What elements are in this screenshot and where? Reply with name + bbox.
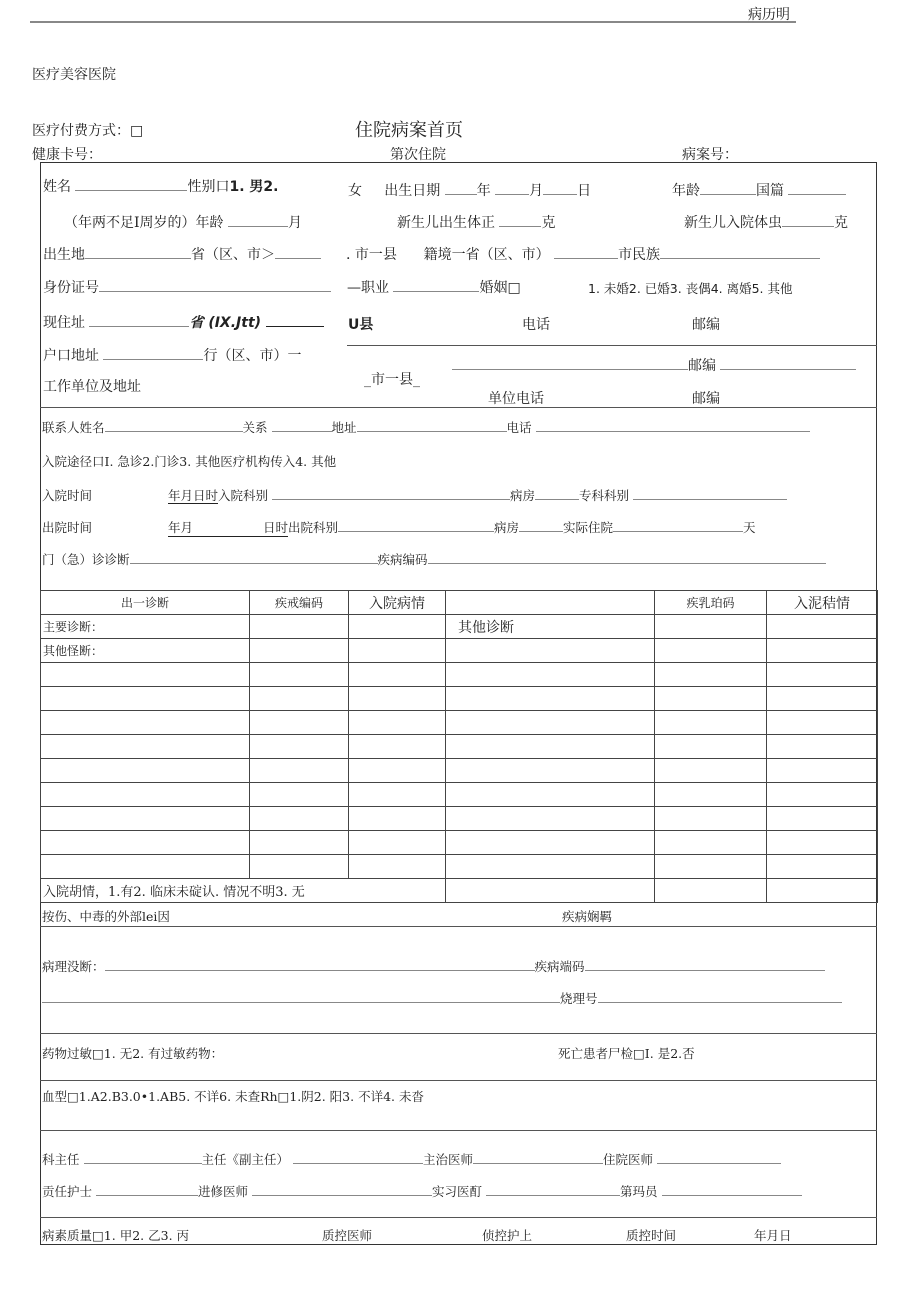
- qc-doctor-label: 质控医师: [322, 1228, 373, 1243]
- table-row: [41, 855, 878, 879]
- id-number-field[interactable]: [99, 279, 331, 292]
- table-row: [41, 807, 878, 831]
- marital-options: 1. 未婚2. 已婚3. 丧偶4. 离婚5. 其他: [588, 281, 793, 296]
- section-divider: [40, 1080, 877, 1081]
- native-row: . 市一县 籍境一省（区、市） 市民族: [346, 244, 820, 264]
- table-cell[interactable]: [767, 831, 878, 855]
- table-row: [41, 663, 878, 687]
- table-cell[interactable]: [41, 663, 250, 687]
- current-county: U县: [348, 317, 374, 333]
- work-phone-label: 单位电话: [488, 391, 544, 407]
- table-cell[interactable]: [655, 855, 767, 879]
- length-of-stay-field[interactable]: [613, 519, 743, 532]
- current-postcode-label: 邮编: [692, 317, 720, 333]
- occupation-row: —职业 婚姻□: [347, 280, 521, 296]
- diagnosis-table: [40, 590, 878, 903]
- household-street-field[interactable]: [452, 357, 688, 370]
- table-cell[interactable]: [767, 663, 878, 687]
- birthplace-row: 出生地 省（区、市＞: [43, 244, 321, 264]
- admission-condition-legend: 入院胡情，1.有2. 临床未碇认. 情况不明3. 无: [41, 879, 446, 903]
- pathology-number-row: 烧理号: [42, 989, 842, 1007]
- work-unit-label: 工作单位及地址: [43, 379, 141, 395]
- birthplace-city-field[interactable]: [275, 246, 321, 259]
- section-divider: [40, 926, 877, 927]
- signature-row-1: 科主任 主任《副主任） 主治医师 住院医师: [42, 1150, 781, 1168]
- injury-code-label: 疾病娴羁: [562, 909, 613, 924]
- current-address-field[interactable]: [89, 314, 189, 327]
- injury-cause-label: 按伤、中毒的外部lei因: [42, 909, 170, 924]
- payment-method-label: 医疗付费方式：□: [32, 123, 144, 139]
- table-cell[interactable]: [446, 879, 655, 903]
- contact-name-field[interactable]: [105, 419, 243, 432]
- table-cell[interactable]: [767, 615, 878, 639]
- contact-row: 联系人姓名 关系 地址 电话: [42, 418, 810, 436]
- page-title: 住院病案首页: [355, 120, 463, 141]
- trainee-physician-field[interactable]: [252, 1183, 432, 1196]
- table-cell[interactable]: [655, 807, 767, 831]
- col-admission-condition: 入院病情: [349, 591, 446, 615]
- table-cell[interactable]: [250, 783, 349, 807]
- newborn-admit-weight-field[interactable]: [782, 214, 834, 227]
- pathology-number-field[interactable]: [598, 990, 842, 1003]
- qc-date: 年月日: [754, 1228, 792, 1243]
- contact-address-field[interactable]: [357, 419, 507, 432]
- payment-checkbox[interactable]: □: [130, 123, 144, 139]
- attending-physician-field[interactable]: [473, 1151, 603, 1164]
- table-row: [41, 831, 878, 855]
- table-cell[interactable]: [349, 783, 446, 807]
- table-row: [41, 711, 878, 735]
- table-cell[interactable]: [349, 807, 446, 831]
- table-cell[interactable]: [446, 759, 655, 783]
- table-cell[interactable]: [655, 663, 767, 687]
- age-row: 年龄 国篇: [672, 180, 846, 200]
- discharge-time-label: 出院时间: [42, 520, 93, 535]
- col-disease-code: 疾戒编码: [250, 591, 349, 615]
- table-cell[interactable]: [250, 663, 349, 687]
- main-diagnosis-label: 主要诊断：: [41, 615, 250, 639]
- ethnic-field[interactable]: [660, 246, 820, 259]
- section-divider: [40, 1033, 877, 1034]
- table-cell[interactable]: [41, 735, 250, 759]
- col-admission-condition-2: 入泥秸情: [767, 591, 878, 615]
- admission-time-label: 入院时间: [42, 488, 93, 503]
- running-title: 病历明: [748, 7, 790, 23]
- table-cell[interactable]: [349, 615, 446, 639]
- intern-field[interactable]: [486, 1183, 620, 1196]
- admission-time-row: 年月日时入院科别 病房 专科科别: [168, 486, 787, 504]
- discharge-time-row: 年月 日时 出院科别 病房 实际住院 天: [168, 520, 756, 535]
- current-city-field[interactable]: [266, 314, 324, 327]
- table-row: [41, 735, 878, 759]
- hospital-name: 医疗美容医院: [32, 67, 116, 83]
- household-address-row: 户口地址 行（区、市）一: [43, 348, 302, 364]
- blood-type: 血型□1.A2.B3.0•1.AB5. 不详6. 未查Rh□1.阴2. 阳3. 不详4. 未沓: [42, 1089, 424, 1104]
- table-cell[interactable]: [655, 879, 767, 903]
- signature-row-2: 贡任护士 进修医师 实习医酊 第玛员: [42, 1182, 802, 1200]
- table-cell[interactable]: [41, 831, 250, 855]
- admission-ward-field[interactable]: [535, 487, 579, 500]
- section-divider: [40, 1217, 877, 1218]
- table-cell[interactable]: [349, 759, 446, 783]
- table-cell[interactable]: [349, 639, 446, 663]
- newborn-admit-weight-row: 新生儿入院体虫 克: [684, 215, 848, 231]
- occupation-field[interactable]: [393, 279, 479, 292]
- native-field[interactable]: [554, 246, 618, 259]
- table-cell[interactable]: [41, 759, 250, 783]
- nationality-field[interactable]: [788, 182, 846, 195]
- table-cell[interactable]: [767, 855, 878, 879]
- pathology-row: 病理没断： 疾病端码: [42, 957, 825, 975]
- table-cell[interactable]: [655, 615, 767, 639]
- table-cell[interactable]: [41, 807, 250, 831]
- birth-year-field[interactable]: [445, 182, 477, 195]
- table-cell[interactable]: [767, 639, 878, 663]
- table-cell[interactable]: [41, 711, 250, 735]
- household-city: _市一县_: [364, 372, 420, 388]
- table-cell[interactable]: [349, 687, 446, 711]
- chief-physician-field[interactable]: [293, 1151, 423, 1164]
- other-diagnosis-label: 其他诊断: [446, 615, 655, 639]
- autopsy: 死亡患者尸检□I. 是2.否: [558, 1046, 695, 1061]
- table-cell[interactable]: [655, 735, 767, 759]
- other-diagnosis-label-left: 其他怪断：: [41, 639, 250, 663]
- household-postcode-row: 邮编: [452, 355, 856, 375]
- table-cell[interactable]: [767, 759, 878, 783]
- table-row: [41, 783, 878, 807]
- table-cell[interactable]: [655, 711, 767, 735]
- household-address-field[interactable]: [103, 347, 203, 360]
- col-discharge-diagnosis: 出一诊断: [41, 591, 250, 615]
- work-postcode-label: 邮编: [692, 391, 720, 407]
- table-cell[interactable]: [349, 735, 446, 759]
- table-cell[interactable]: [655, 783, 767, 807]
- current-address-row: 现住址 省 (IX.Jtt): [43, 312, 324, 332]
- table-cell[interactable]: [446, 711, 655, 735]
- condition-row: [41, 879, 878, 903]
- table-cell[interactable]: [446, 687, 655, 711]
- case-number-label: 病案号：: [682, 147, 738, 163]
- section-divider: [40, 1130, 877, 1131]
- health-card-label: 健康卡号：: [32, 147, 102, 163]
- id-row: 身份证号: [43, 277, 331, 297]
- table-row: [41, 615, 878, 639]
- table-cell[interactable]: [250, 639, 349, 663]
- table-cell[interactable]: [655, 831, 767, 855]
- table-row: [41, 759, 878, 783]
- name-row: 姓名 性别口1. 男2.: [43, 179, 279, 195]
- nurse-field[interactable]: [96, 1183, 198, 1196]
- header-rule: [30, 21, 796, 23]
- qc-nurse-label: 侦控护上: [482, 1228, 533, 1243]
- table-cell[interactable]: [349, 663, 446, 687]
- pathology-extra-field[interactable]: [42, 990, 560, 1003]
- table-cell[interactable]: [250, 687, 349, 711]
- table-cell[interactable]: [349, 855, 446, 879]
- birthplace-province-field[interactable]: [85, 246, 191, 259]
- pathology-code-field[interactable]: [585, 958, 825, 971]
- op-disease-code-field[interactable]: [428, 551, 826, 564]
- table-cell[interactable]: [446, 639, 655, 663]
- op-diagnosis-field[interactable]: [130, 551, 378, 564]
- discharge-dept-field[interactable]: [338, 519, 494, 532]
- table-cell[interactable]: [446, 831, 655, 855]
- table-cell[interactable]: [767, 735, 878, 759]
- table-header-row: [41, 591, 878, 615]
- birth-month-field[interactable]: [495, 182, 529, 195]
- qc-time-label: 质控时间: [626, 1228, 677, 1243]
- coder-field[interactable]: [662, 1183, 802, 1196]
- table-cell[interactable]: [250, 711, 349, 735]
- admission-count-label: 第次住院: [390, 147, 446, 163]
- table-cell[interactable]: [250, 615, 349, 639]
- table-cell[interactable]: [250, 855, 349, 879]
- discharge-ward-field[interactable]: [519, 519, 563, 532]
- birth-row: 女 出生日期 年 月 日: [348, 183, 592, 199]
- age-field[interactable]: [700, 182, 756, 195]
- table-cell[interactable]: [655, 759, 767, 783]
- table-cell[interactable]: [767, 807, 878, 831]
- admission-route: 入院途径口I. 急诊2.门诊3. 其他医疗机构传入4. 其他: [42, 454, 337, 469]
- drug-allergy: 药物过敏□1. 无2. 有过敏药物：: [42, 1046, 224, 1061]
- section-divider: [40, 407, 877, 408]
- col-disease-code-2: 疾乳珀码: [655, 591, 767, 615]
- table-cell[interactable]: [41, 855, 250, 879]
- table-cell[interactable]: [767, 711, 878, 735]
- table-cell[interactable]: [250, 831, 349, 855]
- infant-age-field[interactable]: [228, 214, 288, 227]
- table-cell[interactable]: [250, 759, 349, 783]
- table-cell[interactable]: [655, 687, 767, 711]
- table-cell[interactable]: [446, 663, 655, 687]
- table-row: [41, 687, 878, 711]
- table-cell[interactable]: [41, 783, 250, 807]
- table-cell[interactable]: [250, 807, 349, 831]
- table-cell[interactable]: [250, 735, 349, 759]
- table-cell[interactable]: [767, 879, 878, 903]
- contact-relation-field[interactable]: [272, 419, 332, 432]
- table-cell[interactable]: [349, 831, 446, 855]
- table-cell[interactable]: [446, 735, 655, 759]
- admission-dept-field[interactable]: [272, 487, 510, 500]
- name-field[interactable]: [75, 178, 187, 191]
- newborn-birth-weight-field[interactable]: [499, 214, 541, 227]
- birth-day-field[interactable]: [543, 182, 577, 195]
- table-cell[interactable]: [767, 783, 878, 807]
- table-cell[interactable]: [41, 687, 250, 711]
- table-cell[interactable]: [655, 639, 767, 663]
- record-quality: 病素质量□1. 甲2. 乙3. 丙: [42, 1228, 190, 1243]
- household-postcode-field[interactable]: [720, 357, 856, 370]
- op-diagnosis-row: 门（急）诊诊断 疾病编码: [42, 550, 826, 568]
- infant-age-row: （年两不足I周岁的）年龄 月: [64, 215, 302, 231]
- table-cell[interactable]: [349, 711, 446, 735]
- address-divider: [347, 345, 877, 346]
- table-cell[interactable]: [767, 687, 878, 711]
- contact-phone-field[interactable]: [536, 419, 810, 432]
- col-other-diagnosis: [446, 591, 655, 615]
- resident-physician-field[interactable]: [657, 1151, 781, 1164]
- pathology-diagnosis-field[interactable]: [105, 958, 535, 971]
- table-cell[interactable]: [446, 783, 655, 807]
- dept-director-field[interactable]: [84, 1151, 202, 1164]
- table-cell[interactable]: [446, 855, 655, 879]
- table-row: [41, 639, 878, 663]
- table-cell[interactable]: [446, 807, 655, 831]
- current-phone-label: 电话: [522, 317, 550, 333]
- newborn-birth-weight-row: 新生儿出生体正 克: [397, 215, 556, 231]
- transfer-dept-field[interactable]: [633, 487, 787, 500]
